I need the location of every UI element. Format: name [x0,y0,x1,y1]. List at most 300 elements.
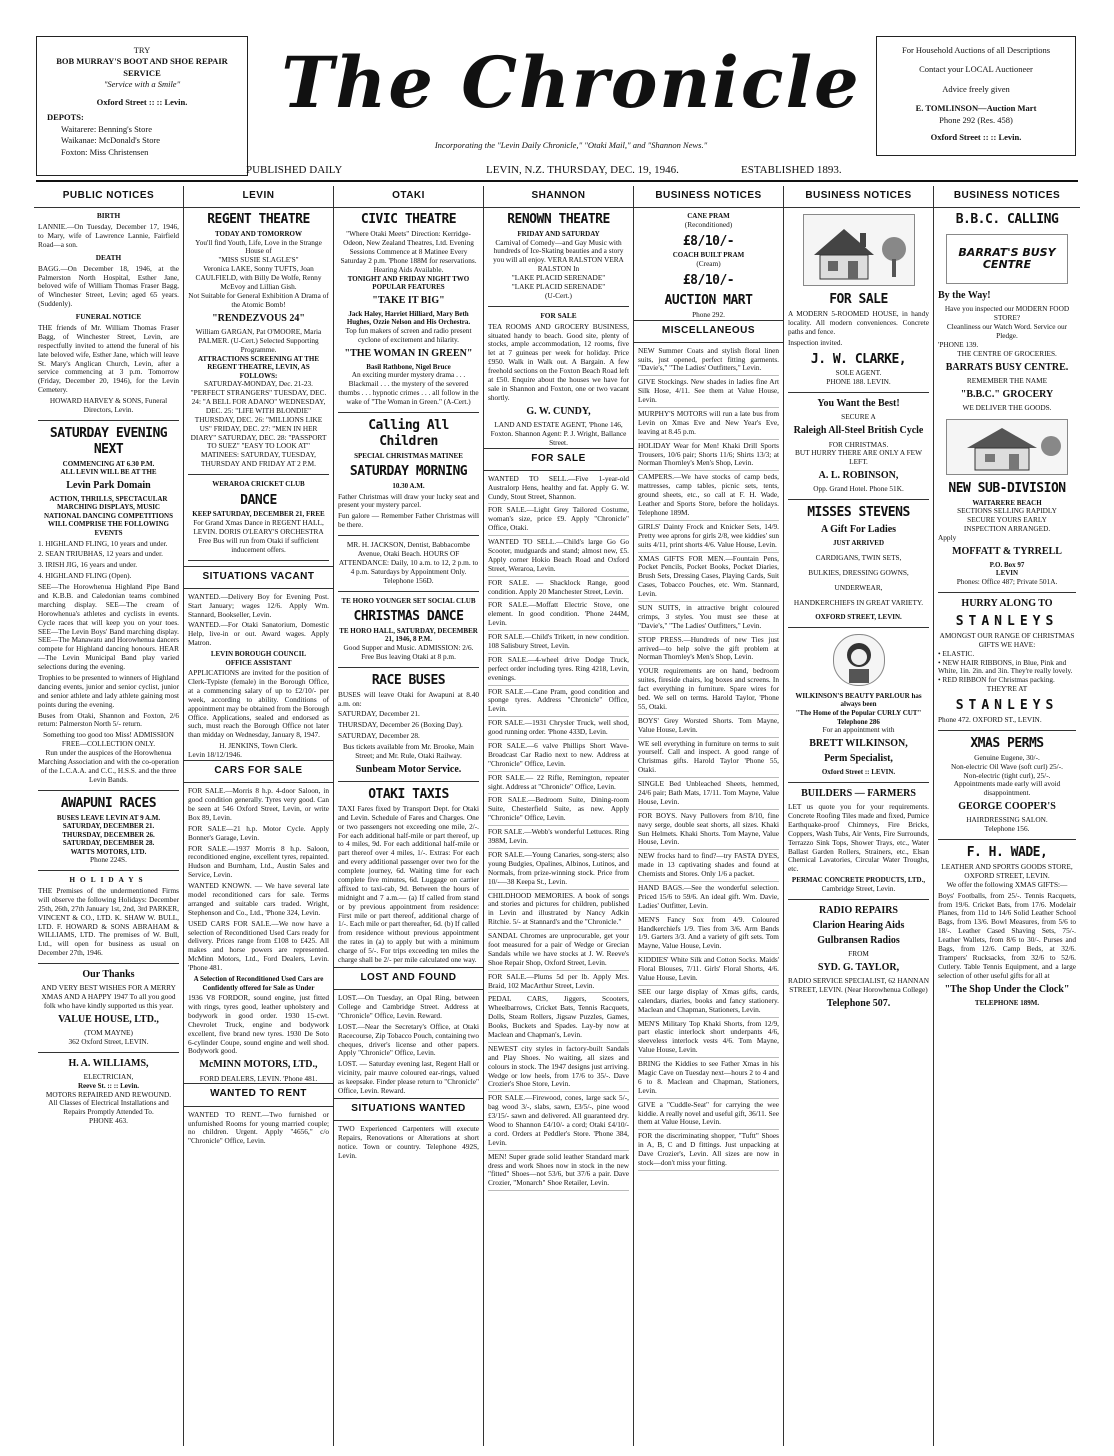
column-otaki [334,186,484,1446]
list-item: • RED RIBBON for Christmas packing. [938,675,1055,685]
ad-text: 'PHONE 139. [938,339,979,349]
ear-text: Phone 292 (Res. 458) [939,114,1013,125]
ad-heading: "B.B.C." GROCERY [960,388,1054,400]
classified-ad: XMAS GIFTS FOR MEN.—Fountain Pens, Pocket Pencils, Pocket Books, Pocket Diaries, Brush Sets, Dressing Cases, Playing Cards, Suit Cases, Tobacco Pouches, etc. Wm. Stannard, Levin. [638,555,779,602]
ad-text: TEA ROOMS AND GROCERY BUSINESS, situated handy to beach. Good site, plenty of stocks, ample accommodation, 12 rooms, five let at 7 guineas per week for holiday. Price £950. Walk in Walk out. A Bargain. A few freehold sections on the Foxton Beach Road left at £50. Enquire about the houses we have for sale in Shannon and Foxton, one or two vacant shortly. [488,321,629,402]
ad-text: Trophies to be presented to winners of Highland dancing events, junior and senior cyclist, junior and senior athlete and lady athlete gaining most points during the evening. [38,672,179,709]
ad-heading: B.B.C. CALLING [955,212,1059,228]
list-item: • ELASTIC. [938,648,975,658]
ad-heading: You Want the Best! [817,398,900,410]
classified-ad: NEW frocks hard to find?—try FASTA DYES, made in 13 captivating shades and found at Chemists and Stores. Only 1/6 a packet. [638,852,779,882]
classified-ad: YOUR requirements are on hand, bedroom suites, fireside chairs, log boxes and screens. In fact everything in furniture. Spare wires for bed. We sell on terms. Harold Taylor, 'Phone 55, Otaki. [638,667,779,714]
ad-heading: AUCTION MART [664,292,753,308]
ad-text: Appointments made early will avoid disappointment. [953,779,1061,798]
list-item: 3. IRISH JIG, 16 years and under. [38,560,138,570]
ad-text: JUST ARRIVED [832,539,885,548]
ad-text: Telephone 286 [837,717,880,726]
classified-ad: WANTED.—For Otaki Sanatorium, Domestic Help, live-in or out. Award wages. Apply Matron. [188,620,329,648]
ad-heading: Gulbransen Radios [817,934,900,946]
ad-heading: By the Way! [938,290,991,302]
classified-ad: FOR SALE.—6 valve Phillips Short Wave-Broadcast Car Radio next to new. Address at "Chronicle" Office, Levin. [488,742,629,772]
classified-ad: WANTED KNOWN. — We have several late model reconditioned cars for sale. Terms arranged and suitable cars traded. Wright, Stephenson and Co., Ltd., 'Phone 324, Levin. [188,881,329,917]
ad-text: Jack Haley, Harriet Hilliard, Mary Beth Hughes, Ozzie Nelson and His Orchestra. [346,309,471,327]
ad-text: Phone 292. [692,309,725,319]
classified-ad: BRING the Kiddies to see Father Xmas in his Magic Cave on Tuesday next—hours 2 to 4 and 6 to 8. Maclean and Chapman, Stationers, Levin. [638,1060,779,1099]
ad-text: Carnival of Comedy—and Gay Music with hundreds of Ice-Skating beauties and a story you will all enjoy. VERA RALSTON VERA RALSTON In [493,237,624,274]
ad-text: All Classes of Electrical Installations and Repairs Promptly Attended To. [48,1098,169,1117]
ad-text: UNDERWEAR, [834,582,883,592]
cottage-illustration [946,419,1068,475]
ad-heading: Calling All Children [368,417,449,449]
list-item: • NEW HAIR RIBBONS, in Blue, Pink and White, 1in. 2in. and 3in. They're really lovely. [938,657,1073,676]
ad-heading: "The Shop Under the Clock" [944,983,1070,995]
section-heading: FOR SALE [484,448,633,471]
ear-text: Oxford Street :: :: Levin. [96,96,188,107]
classified-ad: MURPHY'S MOTORS will run a late bus from Levin on Xmas Eve and New Year's Eve, leaving at 8.45 p.m. [638,410,779,440]
ad-heading: Sunbeam Motor Service. [355,763,462,775]
ad-text: OXFORD STREET, LEVIN. [815,613,902,622]
ad-text: FOR CHRISTMAS. [828,439,889,449]
ad-text: SPECIAL CHRISTMAS MATINEE [354,451,463,460]
ear-text: TRY [133,45,151,55]
columns [34,186,1080,1446]
right-ear-ad [876,36,1076,156]
ad-text: For an appointment with [822,725,895,735]
ad-heading: VALUE HOUSE, LTD., [58,1013,159,1025]
classified-ad: PEDAL CARS, Jiggers, Scooters, Wheelbarrows, Cricket Bats, Tennis Racquets, Dolls, Steam Rollers, Jigsaw Puzzles, Games, Books, Buckets and Spades. Lay-by now at Maclean and Chapman's, Levin. [488,995,629,1042]
ad-text: Not Suitable for General Exhibition A Drama of the Atomic Bomb! [188,290,329,309]
column-heading: LEVIN [184,186,333,208]
ad-heading: OTAKI TAXIS [368,787,449,803]
ad-text: SECTIONS SELLING RAPIDLY [957,506,1057,516]
ad-text: BUT HURRY THERE ARE ONLY A FEW LEFT. [795,448,922,467]
ad-text: Levin 18/12/1946. [188,750,242,760]
ad-text: WE DELIVER THE GOODS. [962,402,1052,412]
ad-text: Inspection invited. [788,337,843,347]
classified-ad: WANTED.—Delivery Boy for Evening Post. Start January; wages 12/6. Apply Wm. Stannard, Bookseller, Levin. [188,591,329,619]
column-heading: BUSINESS NOTICES [934,186,1080,208]
classified-ad: FOR SALE.—Child's Trikett, in new condition. 108 Salisbury Street, Levin. [488,633,629,654]
ad-text: Non-electric (tight curl), 25/-. [963,770,1051,780]
ad-text: Something too good too Miss! ADMISSION FREE—COLLECTION ONLY. [43,730,174,749]
ad-text: (Reconditioned) [684,219,733,229]
ad-text: OFFICE ASSISTANT [225,658,292,667]
column-heading: SHANNON [484,186,633,208]
ad-text: For Grand Xmas Dance in REGENT HALL, LEVIN. DORIS O'LEARY'S ORCHESTRA [193,517,324,536]
column-shannon [484,186,634,1446]
ad-text: LEATHER AND SPORTS GOODS STORE, OXFORD STREET, LEVIN. [941,862,1073,880]
classified-ad: WANTED TO SELL.—Child's large Go Go Scooter, mudguards and stand; almost new, £5. Apply corner Hokio Beach Road and Oxford Street, Weraroa, Levin. [488,538,629,577]
newspaper-title: The Chronicle [281,41,861,124]
classified-ad: FOR SALE.—Young Canaries, song-sters; also young Budgies, Opalines, Albinos, Lutinos, and Normals, from prize-winning stock. Price from 10/-—38 Keepa St., Levin. [488,851,629,890]
ad-text: LET us quote you for your requirements. Concrete Roofing Tiles made and fixed, Pumice Earthquake-proof Chimneys, Fire Bricks, Coppers, Wash Tubs, Air Vents, Fire Surrounds, Terrazzo Sink Tops, Shower Trays, etc., Water Ballast Garden Rollers, Strainers, etc., Elsan Chemical Lavatories, Circular Water Troughs, etc. [788,802,929,874]
column-levin [184,186,334,1446]
ad-text: LAND AND ESTATE AGENT, 'Phone 146, Foxton. Shannon Agent: P. J. Wright, Ballance Street. [490,419,627,447]
classified-ad: 1936 V8 FORDOR, sound engine, just fitted with rings, tyres good, leather upholstery and bodywork in good order. 1930 15-cwt. Chevrolet Truck, engine and bodywork excellent, five brand new tyres. 1930 De Soto 6-cylinder Coupe, sound engine and well shod. Bodywork good. [188,993,329,1056]
classified-ad: FOR SALE. — Shacklock Range, good condition. Apply 20 Manchester Street, Levin. [488,579,629,600]
ad-heading: Clarion Hearing Aids [812,919,905,931]
newspaper-subtitle: Incorporating the "Levin Daily Chronicle," "Otaki Mail," and "Shannon News." [434,140,708,150]
classified-list [638,347,779,1171]
notice-text: HOWARD HARVEY & SONS, Funeral Directors, Levin. [49,396,168,414]
ad-text: Genuine Eugene, 30/-. [974,752,1040,762]
ad-text: An exciting murder mystery drama . . . Blackmail . . . the mystery of the severed thumbs . . . hypnotic crimes . . . all follow in the wake of "The Woman in Green." (A-Cert.) [338,370,479,406]
ad-text: SECURE A [841,412,876,422]
classified-ad: FOR SALE.— 22 Rifle, Remington, repeater sight. Address at "Chronicle" Office, Levin. [488,774,629,795]
classified-ad: APPLICATIONS are invited for the position of Clerk-Typiste (female) in the Borough Office, at a commencing salary of up to £2/10/- per week, according to ability. Conditions of appointment may be obtained from the Borough Office. Applications, sealed and endorsed as such, must reach the Borough Office not later than midday on Wednesday, January 8, 1947. [188,668,329,740]
classified-ad: WANTED TO SELL.—Five 1-year-old Australorp Hens, healthy and fat. Apply G. W. Cundy, Stout Street, Shannon. [488,475,629,505]
ad-heading: AWAPUNI RACES [60,795,157,811]
ad-text: 10.30 A.M. [392,481,425,490]
classified-ad: FOR SALE.—Cane Pram, good condition and sponge tyres. Address "Chronicle" Office, Levin. [488,688,629,718]
ad-heading: MOFFATT & TYRRELL [952,545,1062,557]
ad-heading: RENOWN THEATRE [507,212,610,228]
ad-heading: DANCE [240,492,277,508]
ad-heading: HURRY ALONG TO [961,597,1053,609]
dateline [36,162,1078,182]
ad-text: Bus tickets available from Mr. Brooke, Main Street; and Mr. Rule, Otaki Railway. [343,742,474,760]
ad-text: ACTION, THRILLS, SPECTACULAR MARCHING DISPLAYS, MUSIC [49,494,168,512]
ear-text: Foxton: Miss Christensen [61,146,149,157]
notice-heading: HOLIDAYS [69,875,148,885]
ad-text: Phones: Office 487; Private 501A. [956,576,1058,586]
ad-heading: RADIO REPAIRS [819,904,898,916]
classified-ad: USED CARS FOR SALE.—We now have a selection of Reconditioned Used Cars ready for delivery. Prices range from £108 to £425. All makes and horse powers are represented. McMinn Motors, Ltd., Ford Dealers, Levin. 'Phone 481. [188,918,329,973]
ad-text: Cambridge Street, Levin. [821,883,896,893]
classified-ad: GIVE a "Cuddle-Seat" for carrying the wee kiddie. A really novel and useful gift, 36/11. See them at Value House, Levin. [638,1101,779,1131]
ad-text: SOLE AGENT. [835,368,882,378]
notice-text: LANNIE.—On Tuesday, December 17, 1946, to Mary, wife of Lawrence Lannie, Fairfield Road—a son. [38,222,179,249]
notice-heading: FUNERAL NOTICE [75,312,142,322]
ad-text: ALL LEVIN WILL BE AT THE [60,468,157,477]
ad-text: TODAY AND TOMORROW [215,230,302,239]
ad-heading: A. L. ROBINSON, [818,470,899,482]
ad-text: H. JENKINS, Town Clerk. [219,741,298,751]
ad-text: SATURDAY, December 28. [338,731,420,741]
ad-text: Basil Rathbone, Nigel Bruce [366,362,451,371]
ad-heading: SATURDAY MORNING [349,464,468,480]
column-public-notices [34,186,184,1446]
ad-text: MR. H. JACKSON, Dentist, Babbacombe Avenue, Otaki Beach. HOURS OF ATTENDANCE: Daily, 10 a.m. to 12, 2 p.m. to 4 p.m. Saturdays by Appointment Only. Telephone 156D. [338,540,479,585]
ad-text: Boys' Footballs, from 25/-. Tennis Racquets, from 19/6. Cricket Bats, from 17/6. Modelair Planes, from 11d to 14/6 Solid Leather School Bags, from 13/6. Bowl Measures, from 5/6 to 18/-. Leather Cased Shaving Sets, 75/-. Leather Wallets, from 8/6 to 30/-. Purses and Bags, from 12/6. Camp Beds, at 32/6. Trampers' Rucksacks, from 32/6 to 52/6. Cutlery. Table Tennis Equipment, and a large selection of other useful gifts for all at [938,890,1076,980]
classified-ad: FOR SALE—21 h.p. Motor Cycle. Apply Bonner's Garage, Levin. [188,823,329,842]
ad-text: FORD DEALERS, LEVIN. 'Phone 481. [199,1073,318,1083]
ad-text: WAITARERE BEACH [972,498,1042,507]
ad-heading: MISSES STEVENS [807,505,910,521]
ad-text: LEVIN BOROUGH COUNCIL [210,650,307,659]
classified-ad: FOR SALE.—Moffatt Electric Stove, one element. In good condition. 'Phone 244M, Levin. [488,601,629,631]
classified-ad: KIDDIES' White Silk and Cotton Socks. Maids' Floral Blouses, 7/11. Girls' Floral Shorts, 4/6. Value House, Levin. [638,956,779,986]
ad-text: William GARGAN, Pat O'MOORE, Maria PALMER. (U-Cert.) Selected Supporting Programme. [195,326,322,354]
ear-text: Advice freely given [942,83,1010,94]
ad-heading: SATURDAY EVENING NEXT [49,425,168,457]
ad-text: "Where Otaki Meets" Direction: Kerridge-Odeon, New Zealand Theatres, Ltd. Evening Sessions Commence at 8 Matinee Every Saturday 2 p.m. 'Phone 188M for reservations. Hearing Aids Available. [340,229,477,274]
ad-heading: FOR SALE [540,310,577,320]
classified-ad: MEN! Super grade solid leather Standard mark dress and work Shoes now in stock in the new "fitted" Shoes—not 53/6, but 37/6 a pair. Dave Crozier, "Monarch" Shoe Retailer, Levin. [488,1153,629,1192]
dateline-right: ESTABLISHED 1893. [741,164,842,176]
ad-text: TAXI Fares fixed by Transport Dept. for Otaki and Levin. Schedule of Fares and Charges. One or two passengers not exceeding one mile, 2/-. For each additional half-mile or part thereof, up to 4 miles, 9d. For each additional half-mile or part thereof over 4 miles, 1/-. Extras: For each and every additional passenger over two for the complete journey, 6d. Waiting time for each complete five minutes, 6d. Luggage on carrier affixed to taxi-cab, 9d. Between the hours of midnight and 7 a.m.— (a) If called from stand or by previous appointment from residence: First mile or part thereof, additional charge of 1/-. Each mile or part thereafter, 6d. (b) If called from residence without previous appointment the rates in (a) to apply but with a minimum charge of 5/-. For trips exceeding ten miles the charge shall be 2/- per mile calculated one way. [338,803,479,965]
ad-text: SATURDAY, December 21. [338,709,420,719]
column-heading: OTAKI [334,186,483,208]
classified-ad: GIVE Stockings. New shades in ladies fine Art Silk Hose, 4/11. See them at Value House, Levin. [638,378,779,408]
ad-text: SECURE YOURS EARLY [967,515,1047,525]
ad-text: AND VERY BEST WISHES FOR A MERRY XMAS AND A HAPPY 1947 To all you good folk who have kindly supported us this year. [41,983,176,1011]
classified-ad: MEN'S Fancy Sox from 4/9. Coloured Handkerchiefs 1/9. Ties from 3/6. Arm Bands 1/9. Garters 3/3. And a variety of gift sets. Tom Mayne, Value House, Levin. [638,916,779,955]
ad-heading: CIVIC THEATRE [360,212,457,228]
ad-text: RADIO SERVICE SPECIALIST, 62 HANNAN STREET, LEVIN. (Near Horowhenua College) [788,976,929,995]
ad-heading: NEW SUB-DIVISION [948,480,1066,496]
ad-text: TE HORO YOUNGER SET SOCIAL CLUB [341,596,476,605]
ad-text: FROM [848,949,869,959]
ad-heading: A Gift For Ladies [820,524,897,536]
classified-ad: CAMPERS.—We have stocks of camp beds, mattresses, camp tables, picnic sets, tents, ground sheets, etc., so call at F. H. Wade, Leather and Sports Store, before the holidays. Telephone 189M. [638,473,779,520]
ad-text: AMONGST OUR RANGE OF CHRISTMAS GIFTS WE HAVE: [939,630,1075,649]
ad-text: Fun galore — Remember Father Christmas will be there. [338,511,479,530]
ad-text: Have you inspected our MODERN FOOD STORE? [944,304,1070,323]
ad-text: INSPECTION ARRANGED. [963,523,1051,533]
ear-text: Contact your LOCAL Auctioneer [919,64,1033,75]
ad-text: Reeve St. :: :: Levin. [77,1082,140,1090]
ad-text: HAIRDRESSING SALON. [966,815,1048,825]
classified-ad: BOYS' Grey Worsted Shorts. Tom Mayne, Value House, Levin. [638,717,779,738]
column-heading: PUBLIC NOTICES [34,186,183,208]
ad-heading: Our Thanks [82,969,135,981]
ad-text: SATURDAY-MONDAY, Dec. 21-23. "PERFECT STRANGERS" TUESDAY, DEC. 24: "A BELL FOR ADANO" WEDNESDAY, DEC. 25: "LIFE WITH BLONDIE" THURSDAY, DEC. 26: "MILLIONS LIKE US" FRIDAY, DEC. 27: "MEN IN HER DIARY" SATURDAY, DEC. 28: "PASSPORT TO SUEZ" "EASY TO LOOK AT" MATINEES: SATURDAY, TUESDAY, THURSDAY AND FRIDAY AT 2 P.M. [190,379,327,469]
ad-text: WERAROA CRICKET CLUB [212,480,305,489]
ad-heading: Telephone 507. [826,998,891,1010]
ad-text: "LAKE PLACID SERENADE" [511,282,606,292]
ad-text: P.O. Box 97 [989,560,1025,569]
ad-text: WATTS MOTORS, LTD. [70,847,147,856]
ad-text: Non-electric Oil Wave (soft curl) 25/-. [951,761,1063,771]
ad-heading: REGENT THEATRE [207,212,310,228]
classified-ad: LOST. — Saturday evening last, Regent Hall or vicinity, pair mauve coloured ear-rings, valued as keepsake. Finder please return to "Chronicle" Office, Levin. Reward. [338,1059,479,1096]
ad-heading: RACE BUSES [371,672,446,688]
ad-heading: "TAKE IT BIG" [372,294,445,306]
price: £8/10/- [682,272,735,288]
ad-heading: GEORGE COOPER'S [958,801,1056,813]
ad-heading: "THE WOMAN IN GREEN" [344,347,473,359]
ear-text: Waikanae: McDonald's Store [61,135,161,146]
ad-heading: J. W. CLARKE, [810,351,907,367]
ad-text: THEY'RE AT [986,684,1028,694]
ear-text: Oxford Street :: :: Levin. [930,132,1022,143]
classified-ad: FOR SALE.—4-wheel drive Dodge Truck, perfect order including tyres. Ring 4218, Levin, evenings. [488,656,629,686]
ad-text: Apply [938,532,957,542]
classified-ad: MEN'S Military Top Khaki Shorts, from 12/9, part elastic interlock short underpants 4/6, sleeveless interlock vests 4/6. Tom Mayne, Value House, Levin. [638,1020,779,1059]
ad-text: CANE PRAM [687,212,730,221]
list-item: 4. HIGHLAND FLING (Open). [38,571,132,581]
classified-ad: FOR the discriminating shopper, "Tuftt" Shoes in A, B, C and D fittings. Just unpacking at Dave Crozier's, Levin. All sizes are now in stock—don't miss your fitting. [638,1132,779,1171]
ad-text: Good Supper and Music. ADMISSION: 2/6. Free Bus leaving Otaki at 8 p.m. [343,642,474,661]
classified-ad: LOST.—On Tuesday, an Opal Ring, between College and Cambridge Street. Address at "Chronicle" Office, Levin. Reward. [338,993,479,1020]
ad-heading: Perm Specialist, [824,753,893,765]
notice-text: BAGG.—On December 18, 1946, at the Palmerston North Hospital, Esther Jane, beloved wife of William Thomas Fraser Bagg, of Winchester Street, Levin; aged 65 years. (Suddenly). [38,263,179,309]
classified-ad: SUN SUITS, in attractive bright coloured crimps, 3 styles. You must see these at "Davie's," "The Ladies' Outfitters," Levin. [638,604,779,634]
ad-text: Veronica LAKE, Sonny TUFTS, Joan CAULFIELD, with Billy De Wolfe, Renny McEvoy and Lillian Gish. [195,264,322,292]
classified-ad: CHILDHOOD MEMORIES. A book of songs and stories and pictures for children, published in Levin and illustrated by Nancy Adkin Ritchie. 5/- at Stannard's and the "Chronicle." [488,892,629,931]
ad-text: TE HORO HALL, SATURDAY, DECEMBER 21, 1946, 8 P.M. [339,626,478,644]
classified-ad: FOR BOYS. Navy Pullovers from 8/10, fine navy serge, double seat shorts, all sizes. Khaki Sun Helmets. Khaki Shorts. Tom Mayne, Value House, Levin. [638,812,779,851]
classified-ad: WE sell everything in furniture on terms to suit yourself. Call and inspect. A good range of Christmas gifts. Harold Taylor 'Phone 55, Otaki. [638,740,779,779]
ad-text: SATURDAY, DECEMBER 21. [62,822,155,831]
lady-portrait-illustration [833,634,885,686]
ad-text: Run under the auspices of the Horowhenua Marching Association and with the co-operation of the L.C.A.A. and C.C., H.S.S. and the three Levin Bands. [38,748,179,784]
barrats-logo [946,234,1068,284]
ad-text: Buses from Otaki, Shannon and Foxton, 2/6 return: Palmerston North 5/- return. [38,710,179,729]
classified-ad: SEE our large display of Xmas gifts, cards, calendars, diaries, books and fancy stationery. Maclean and Chapman, Stationers, Levin. [638,988,779,1018]
classified-ad: FOR SALE.—Webb's wonderful Lettuces. Ring 398M, Levin. [488,828,629,849]
ad-text: Cleanliness our Watch Word. Service our Pledge. [946,322,1068,340]
classified-list [488,475,629,1191]
ad-text: ATTRACTIONS SCREENING AT THE REGENT THEATRE, LEVIN, AS FOLLOWS: [197,354,320,380]
classified-ad: FOR SALE.—Light Grey Tailored Costume, woman's size, price £9. Apply "Chronicle" Office, Otaki. [488,506,629,536]
notice-heading: DEATH [95,252,122,262]
ad-text: ELECTRICIAN, [83,1072,134,1082]
ad-text: SEE—The Horowhenua Highland Pipe Band and K.B.B. and Caledonian teams combined marching display. SEE—The cream of Horowhenua's athletes and cyclists in events. Cycle races that will keep you on your toes. SEE—The Levin Boys' Band marching display. SEE—The Manawatu and Horowhenua dancers compete for Highland dancing honours. HEAR—The Levin Municipal Band play varied selections during the evening. [38,582,179,672]
classified-ad: SINGLE Bed Unbleached Sheets, hemmed, 24/6 pair; Bath Mats, 17/11. Tom Mayne, Value House, Levin. [638,780,779,810]
ad-text: BULKIES, DRESSING GOWNS, [808,567,909,577]
classified-ad: TWO Experienced Carpenters will execute Repairs, Renovations or Alterations at short notice. Town or country. Telephone 492S, Levin. [338,1124,479,1160]
ear-text: For Household Auctions of all Descriptions [901,45,1051,55]
ear-text: DEPOTS: [47,112,84,123]
ad-text: LEVIN [995,569,1019,578]
price: £8/10/- [682,233,735,249]
classified-ad: HOLIDAY Wear for Men! Khaki Drill Sports Trousers, 10/6 pair; Shorts 11/6; Shirts 13/3; at Norman Thornley's Men's Shop, Levin. [638,442,779,472]
ad-text: CARDIGANS, TWIN SETS, [815,552,902,562]
section-heading: CARS FOR SALE [184,760,333,783]
ad-text: BUSES LEAVE LEVIN AT 9 A.M. [56,813,161,822]
left-ear-ad [36,36,248,176]
classified-ad: STOP PRESS.—Hundreds of new Ties just arrived—to help solve the gift problem at Norman Thornley's Men's Shop, Levin. [638,636,779,666]
ad-text: NATIONAL DANCING COMPETITIONS WILL COMPRISE THE FOLLOWING EVENTS [44,511,173,537]
ad-text: Top fun makers of screen and radio present cyclone of excitement and hilarity. [345,325,472,344]
ad-text: TELEPHONE 189M. [974,998,1040,1007]
section-heading: WANTED TO RENT [184,1083,333,1106]
ad-text: (U-Cert.) [545,290,572,300]
ad-text: HANDKERCHIEFS IN GREAT VARIETY. [793,597,924,607]
column-business-2 [784,186,934,1446]
classified-ad: LOST.—Near the Secretary's Office, at Otaki Racecourse, Zip Tobacco Pouch, containing two cheques, driver's license and other papers. Apply "Chronicle" Office, Levin. [338,1021,479,1058]
column-business-3 [934,186,1080,1446]
notice-heading: BIRTH [96,211,121,221]
ad-text: THURSDAY, DECEMBER 26. [62,830,155,839]
ad-heading: XMAS PERMS [970,735,1044,751]
cottage-icon [947,420,1067,474]
notice-text: THE friends of Mr. William Thomas Fraser Bagg, of Winchester Street, Levin, are respectfully invited to attend the funeral of his late beloved wife, Esther Jane, which will leave St. Mary's Anglican Church, Levin, after a service commencing at 3 p.m. Tomorrow (Friday, December 20, 1946), for the Levin Cemetery. [38,322,179,395]
classified-ad: FOR SALE.—Plums 5d per lb. Apply Mrs. Braid, 102 MacArthur Street, Levin. [488,973,629,994]
ad-text: Free Bus will run from Otaki if sufficient inducement offers. [198,535,319,554]
ad-heading: BARRATS BUSY CENTRE. [945,361,1069,373]
ad-text: THE CENTRE OF GROCERIES. [957,348,1057,358]
ad-text: You'll find Youth, Life, Love in the Strange House of [195,237,322,256]
ad-heading: CHRISTMAS DANCE [353,609,464,625]
list-item: 1. HIGHLAND FLING, 10 years and under. [38,538,168,548]
classified-ad: HAND BAGS.—See the wonderful selection. Priced 15/6 to 59/6. An ideal gift. Wm. Davie, Ladies' Outfitter, Levin. [638,884,779,914]
ad-text: Opp. Grand Hotel. Phone 51K. [813,484,904,494]
ad-text: "LAKE PLACID SERENADE" [511,273,606,283]
ad-text: TONIGHT AND FRIDAY NIGHT TWO POPULAR FEATURES [347,274,470,292]
ad-text: Father Christmas will draw your lucky seat and present your mystery parcel. [338,491,479,510]
ear-text: Waitarere: Benning's Store [61,123,153,134]
ad-text: Telephone 156. [984,824,1030,834]
ad-text: A Selection of Reconditioned Used Cars are Confidently offered for Sale as Under [193,975,324,992]
ad-text: FRIDAY AND SATURDAY [517,230,600,239]
ad-text: MOTORS REPAIRED AND REWOUND. [45,1089,172,1099]
ad-text: "The Home of the Popular CURLY CUT" [795,709,922,717]
classified-ad: FOR SALE.—Morris 8 h.p. 4-door Saloon, in good condition generally. Tyres very good. Can be seen at 546 Oxford Street, Levin, or write Box 89, Levin. [188,786,329,822]
section-heading: SITUATIONS WANTED [334,1098,483,1121]
ad-heading: FOR SALE [829,292,888,308]
classified-ad: NEW Summer Coats and stylish floral linen suits, just opened, perfect fitting garments. "Davie's," "The Ladies' Outfitters," Levin. [638,347,779,377]
column-heading: BUSINESS NOTICES [784,186,933,208]
classified-ad: FOR SALE.—Firewood, cones, large sack 5/-, bag wood 3/-, slabs, sawn, £3/5/-, pine wood £3/15/- sawn and delivered. All guaranteed dry. Wood to Shannon £4/10/- a cord; Otaki £4/10/- a cord. Orders at Peddler's Store. 'Phone 384, Levin. [488,1094,629,1150]
ad-heading: F. H. WADE, [966,845,1048,861]
section-heading: MISCELLANEOUS [634,320,783,343]
ear-text: E. TOMLINSON—Auction Mart [915,103,1037,114]
ad-text: BUSES will leave Otaki for Awapuni at 8.40 a.m. on: [338,689,479,708]
ad-text: We offer the following XMAS GIFTS:— [946,879,1068,889]
list-item: 2. SEAN TRIUBHAS, 12 years and under. [38,549,163,559]
ad-text: SATURDAY, DECEMBER 28. [62,839,155,848]
ad-heading: H. A. WILLIAMS, [68,1057,149,1069]
classified-ad: FOR SALE.—Bedroom Suite, Dining-room Suite, Chesterfield Suite, as new. Apply "Chronicle" Office, Levin. [488,796,629,826]
ad-text: COMMENCING AT 6.30 P.M. [62,459,155,468]
ad-heading: STANLEYS [955,614,1059,630]
ad-text: Oxford Street :: LEVIN. [821,768,896,777]
ad-heading: "RENDEZVOUS 24" [212,312,305,324]
portrait-icon [834,635,884,685]
ad-heading: BUILDERS — FARMERS [801,787,916,799]
classified-ad: NEWEST city styles in factory-built Sandals and Play Shoes. No waiting, all sizes and colours in stock. The 1947 designs just arriving. Wedge or low heels, from 17/6 to 35/-. Dave Crozier's Shoe Store, Levin. [488,1045,629,1092]
ad-text: 362 Oxford Street, LEVIN. [68,1037,149,1047]
column-heading: BUSINESS NOTICES [634,186,783,208]
ad-heading: Levin Park Domain [66,479,151,491]
ad-text: REMEMBER THE NAME [966,375,1048,385]
ad-text: COACH BUILT PRAM [672,251,745,260]
logo-text: BARRAT'S BUSY CENTRE [958,245,1056,272]
ad-text: PHONE 188. LEVIN. [826,377,891,387]
ear-text: BOB MURRAY'S BOOT AND SHOE REPAIR SERVICE [56,56,228,78]
classified-ad: FOR SALE.—1931 Chrysler Truck, well shod, good running order. 'Phone 433D, Levin. [488,719,629,740]
ad-text: "MISS SUSIE SLAGLE'S" [218,255,299,265]
ad-heading: Raleigh All-Steel British Cycle [793,425,924,437]
ad-heading: BRETT WILKINSON, [809,737,908,749]
ad-text: PHONE 463. [89,1116,128,1126]
dateline-left: PUBLISHED DAILY [246,164,343,176]
section-heading: SITUATIONS VACANT [184,566,333,589]
classified-ad: FOR SALE.—1937 Morris 8 h.p. Saloon, reconditioned engine, excellent tyres, repainted. Hudson and Burnham, Ltd., Austin Sales and Service, Levin. [188,843,329,880]
ad-heading: McMINN MOTORS, LTD., [199,1059,318,1071]
classified-ad: SANDAL Chromes are unprocurable, get your foot measured for a pair of Wedge or Grecian Sandals while we have stocks at J. W. Reeve's Shoe Repair Shop, Oxford Street, Levin. [488,932,629,971]
ad-heading: SYD. G. TAYLOR, [817,962,900,974]
house-icon [804,215,914,285]
ad-heading: G. W. CUNDY, [526,405,591,417]
ad-text: Phone 224S. [90,855,127,865]
ear-text: "Service with a Smile" [103,79,181,90]
classified-ad: GIRLS' Dainty Frock and Knicker Sets, 14/9. Pretty wee aprons for girls 2/8, wee kiddies' sun suits 4/11, print shorts 4/6. Value House, Levin. [638,523,779,553]
section-heading: LOST AND FOUND [334,967,483,990]
ad-heading: STANLEYS [955,698,1059,714]
ad-text: (Cream) [696,259,721,268]
column-business-1 [634,186,784,1446]
ad-text: A MODERN 5-ROOMED HOUSE, in handy locality. All modern conveniences. Concrete paths and fence. [788,309,929,336]
house-illustration [803,214,915,286]
ad-text: WILKINSON'S BEAUTY PARLOUR has always been [795,691,922,709]
ad-text: PERMAC CONCRETE PRODUCTS, LTD., [791,876,926,885]
notice-text: THE Premises of the undermentioned Firms will observe the following Holidays: December 25th, 26th, 27th January 1st, 2nd, 3rd PARKER, VINCENT & CO., LTD. K. SHAW W. BULL, LTD. F. HOWARD & SONS ABRAHAM & WILLIAMS, LTD. The premises of W. Bull, Ltd., will open for business as usual on December 27th, 1946. [38,885,179,958]
ad-text: THURSDAY, December 26 (Boxing Day). [338,720,463,730]
